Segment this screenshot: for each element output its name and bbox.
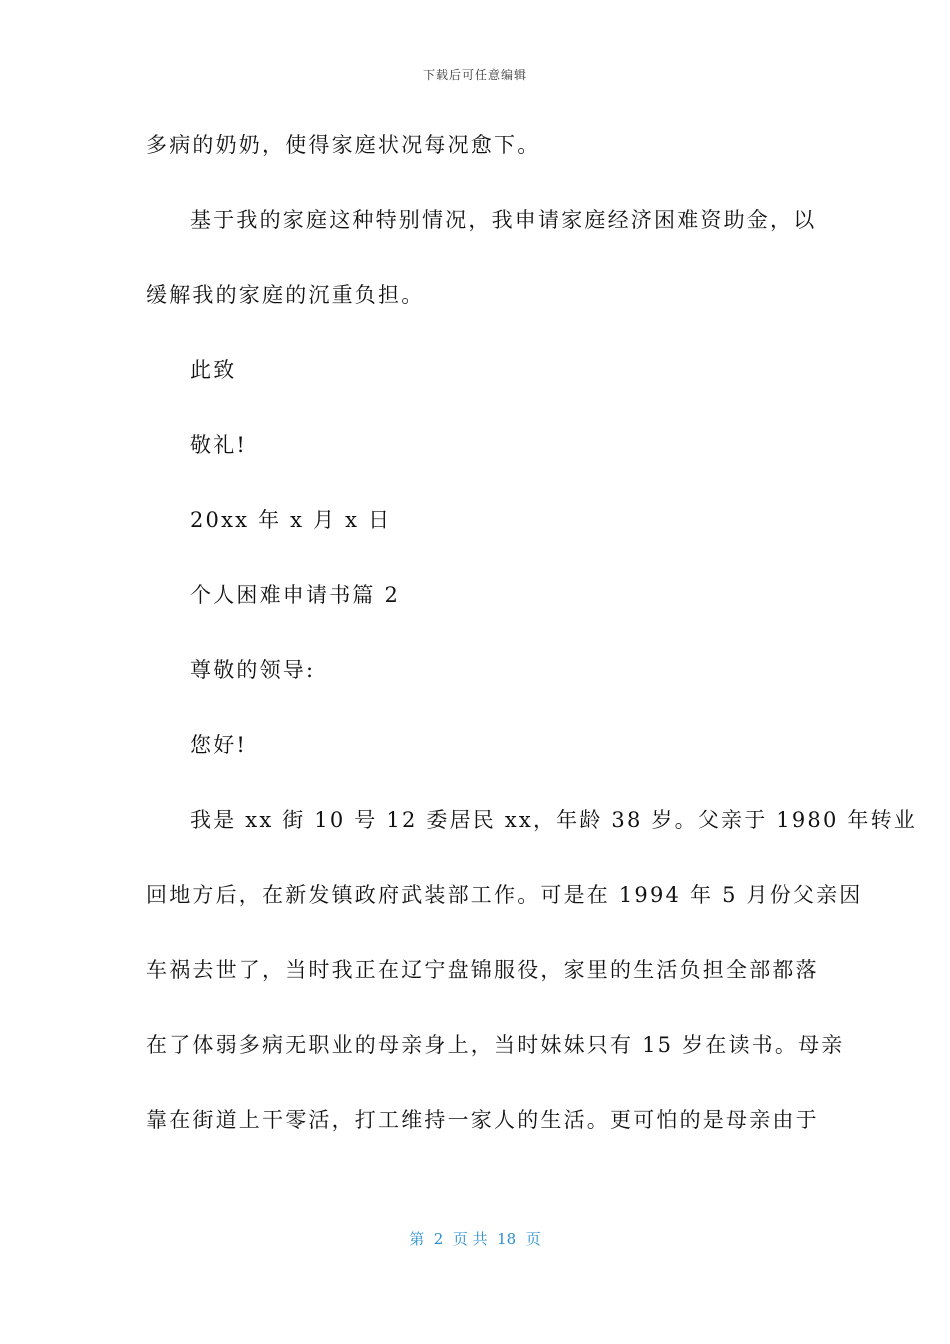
paragraph-line: 多病的奶奶，使得家庭状况每况愈下。 — [146, 133, 541, 157]
paragraph-line: 在了体弱多病无职业的母亲身上，当时妹妹只有 15 岁在读书。母亲 — [146, 1033, 845, 1057]
page-number: 第 2 页 共 18 页 — [409, 1230, 541, 1248]
paragraph-line: 基于我的家庭这种特别情况，我申请家庭经济困难资助金，以 — [190, 208, 817, 232]
letter-date: 20xx 年 x 月 x 日 — [190, 508, 392, 532]
closing-regards: 敬礼! — [190, 433, 248, 457]
closing-salutation: 此致 — [190, 358, 237, 382]
paragraph-line: 回地方后，在新发镇政府武装部工作。可是在 1994 年 5 月份父亲因 — [146, 883, 863, 907]
page-header-note: 下载后可任意编辑 — [422, 68, 527, 82]
letter-greeting-hello: 您好! — [190, 733, 248, 757]
paragraph-line: 缓解我的家庭的沉重负担。 — [146, 283, 425, 307]
section-title: 个人困难申请书篇 2 — [190, 583, 401, 607]
paragraph-line: 靠在街道上干零活，打工维持一家人的生活。更可怕的是母亲由于 — [146, 1108, 819, 1132]
paragraph-line: 我是 xx 街 10 号 12 委居民 xx，年龄 38 岁。父亲于 1980 年转业 — [190, 808, 918, 832]
paragraph-line: 车祸去世了，当时我正在辽宁盘锦服役，家里的生活负担全部都落 — [146, 958, 819, 982]
letter-greeting: 尊敬的领导: — [190, 658, 316, 682]
